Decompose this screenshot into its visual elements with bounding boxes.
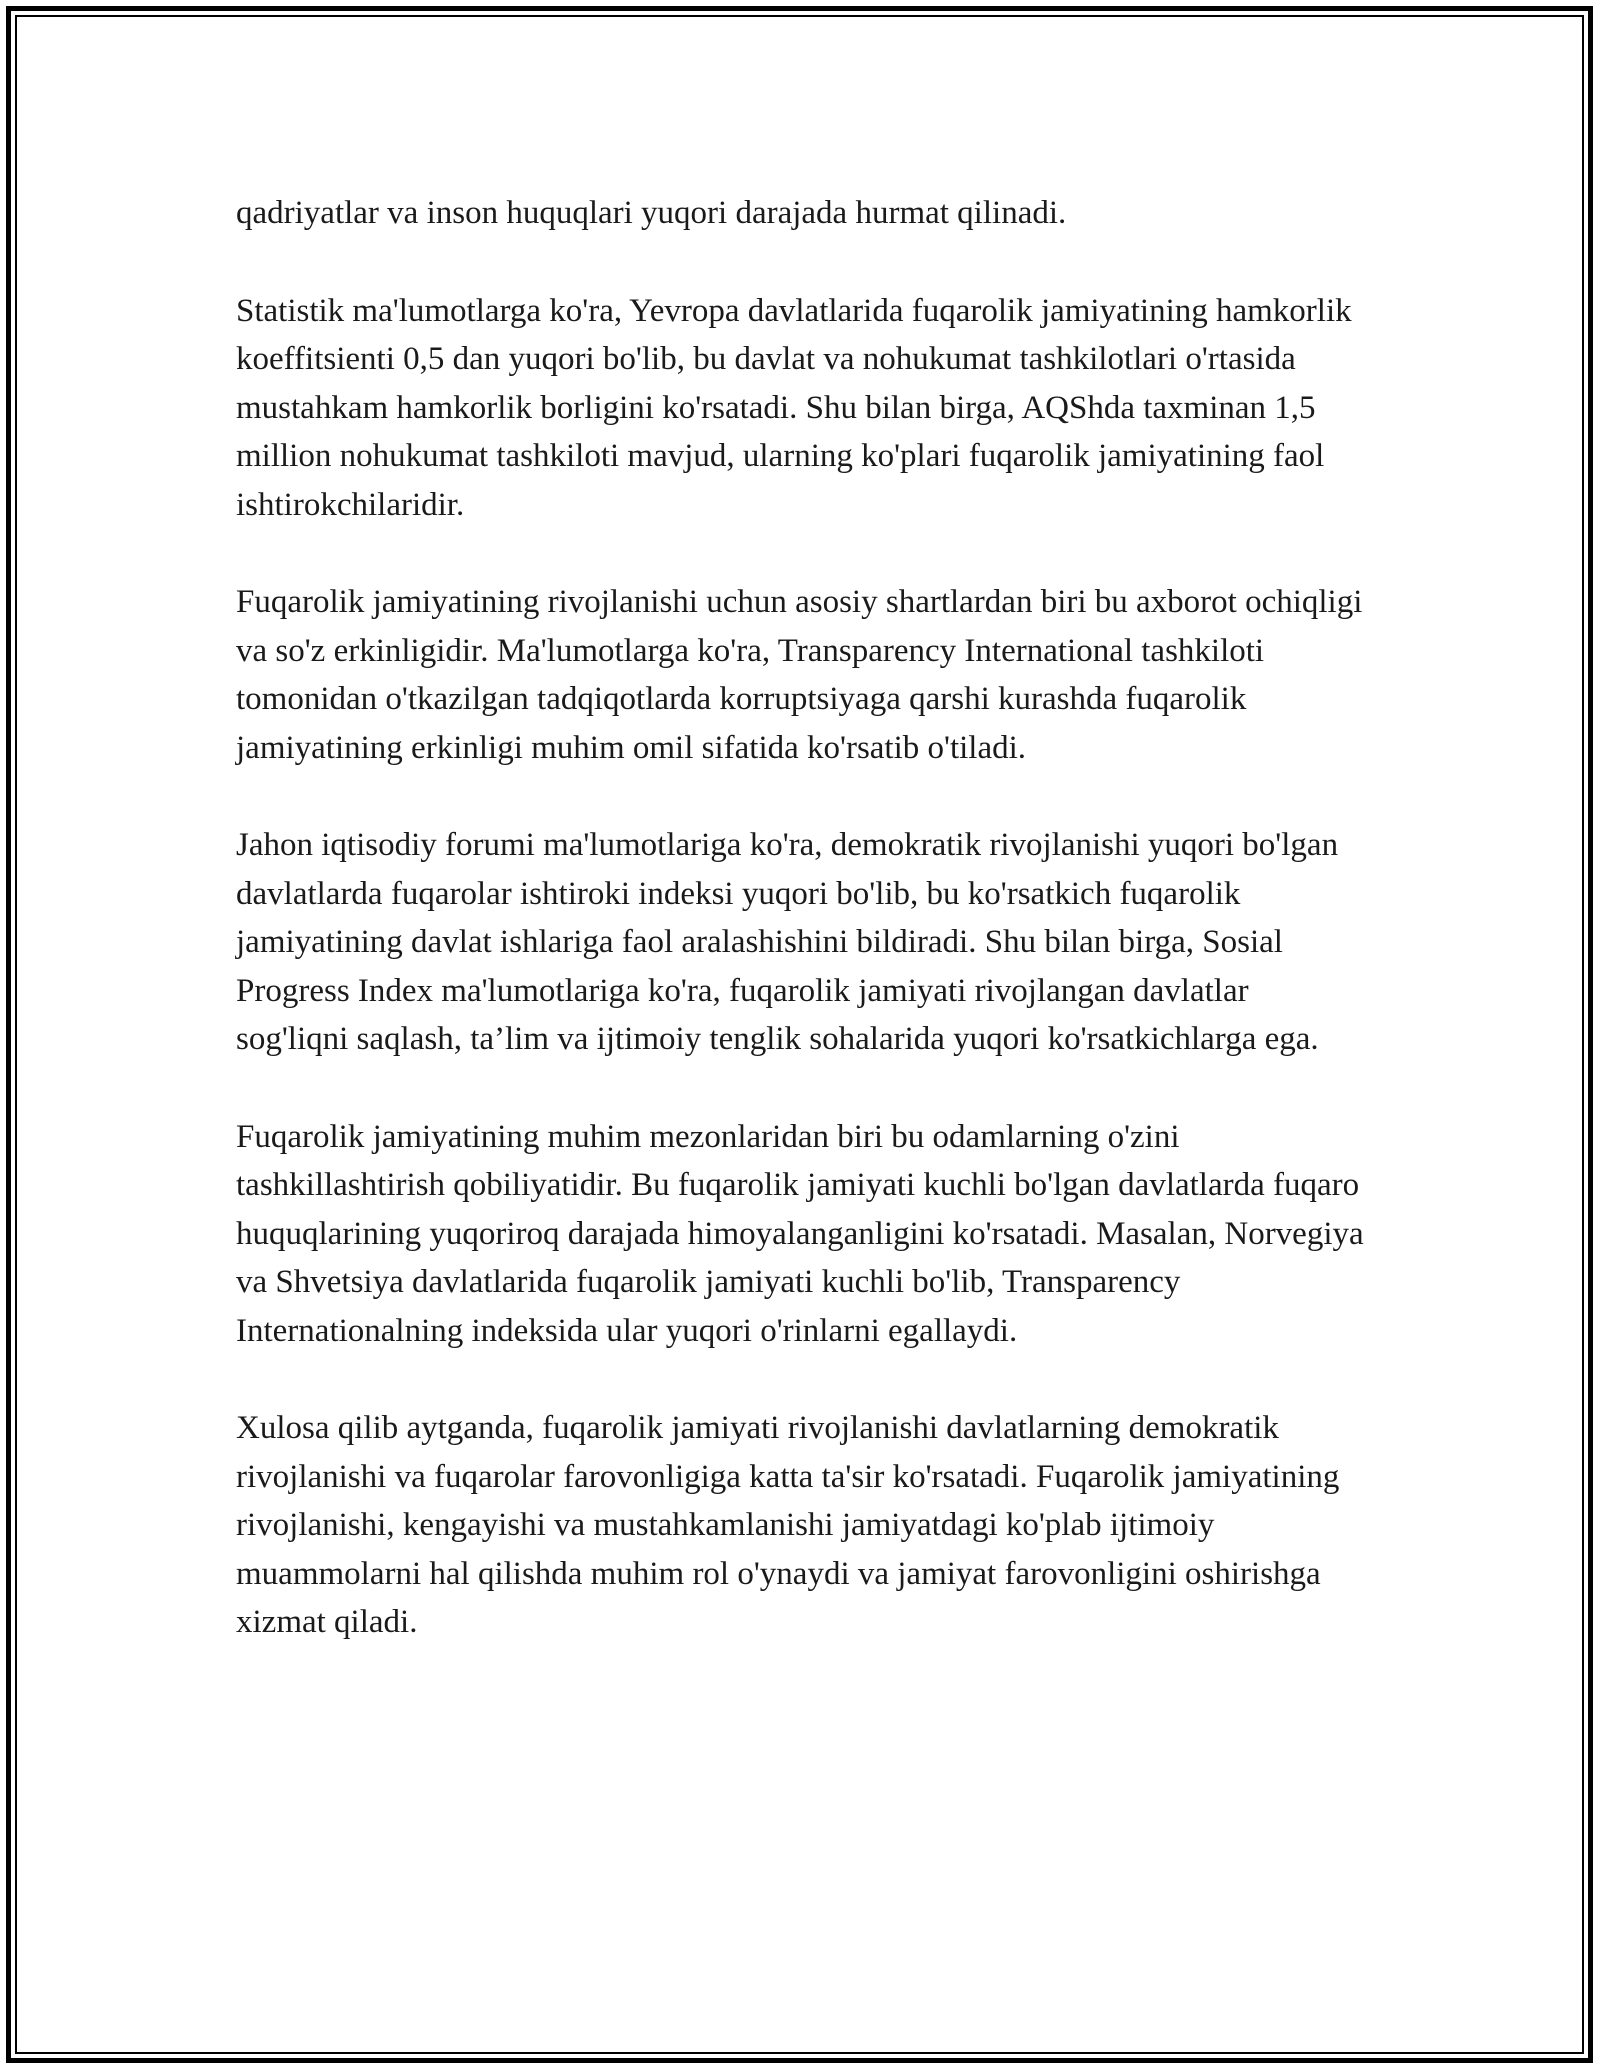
document-body [236, 189, 1366, 1696]
paragraph-statistics: Statistik ma'lumotlarga ko'ra, Yevropa davlatlarida fuqarolik jamiyatining hamkorlik koeffitsienti 0,5 dan yuqori bo'lib, bu davlat va nohukumat tashkilotlari o'rtasida mustahkam hamkorlik borligini ko'rsatadi. Shu bilan birga, AQShda taxminan 1,5 million nohukumat tashkiloti mavjud, ularning ko'plari fuqarolik jamiyatining faol ishtirokchilaridir. [236, 292, 1352, 523]
paragraph-information-openness: Fuqarolik jamiyatining rivojlanishi uchun asosiy shartlardan biri bu axborot ochiqligi va so'z erkinligidir. Ma'lumotlarga ko'ra, Transparency International tashkiloti tomonidan o'tkazilgan tadqiqotlarda korruptsiyaga qarshi kurashda fuqarolik jamiyatining erkinligi muhim omil sifatida ko'rsatib o'tiladi. [236, 584, 1363, 766]
paragraph-world-economic-forum: Jahon iqtisodiy forumi ma'lumotlariga ko'ra, demokratik rivojlanishi yuqori bo'lgan davlatlarda fuqarolar ishtiroki indeksi yuqori bo'lib, bu ko'rsatkich fuqarolik jamiyatining davlat ishlariga faol aralashishini bildiradi. Shu bilan birga, Sosial Progress Index ma'lumotlariga ko'ra, fuqarolik jamiyati rivojlangan davlatlar sog'liqni saqlash, ta’lim va ijtimoiy tenglik sohalarida yuqori ko'rsatkichlarga ega. [236, 827, 1339, 1057]
paragraph-continuation: qadriyatlar va inson huquqlari yuqori darajada hurmat qilinadi. [236, 195, 1067, 231]
paragraph-conclusion: Xulosa qilib aytganda, fuqarolik jamiyati rivojlanishi davlatlarning demokratik rivojlanishi va fuqarolar farovonligiga katta ta'sir ko'rsatadi. Fuqarolik jamiyatining rivojlanishi, kengayishi va mustahkamlanishi jamiyatdagi ko'plab ijtimoiy muammolarni hal qilishda muhim rol o'ynaydi va jamiyat farovonligini oshirishga xizmat qiladi. [236, 1410, 1340, 1640]
paragraph-self-organization: Fuqarolik jamiyatining muhim mezonlaridan biri bu odamlarning o'zini tashkillashtirish qobiliyatidir. Bu fuqarolik jamiyati kuchli bo'lgan davlatlarda fuqaro huquqlarining yuqoriroq darajada himoyalanganligini ko'rsatadi. Masalan, Norvegiya va Shvetsiya davlatlarida fuqarolik jamiyati kuchli bo'lib, Transparency Internationalning indeksida ular yuqori o'rinlarni egallaydi. [236, 1118, 1364, 1349]
